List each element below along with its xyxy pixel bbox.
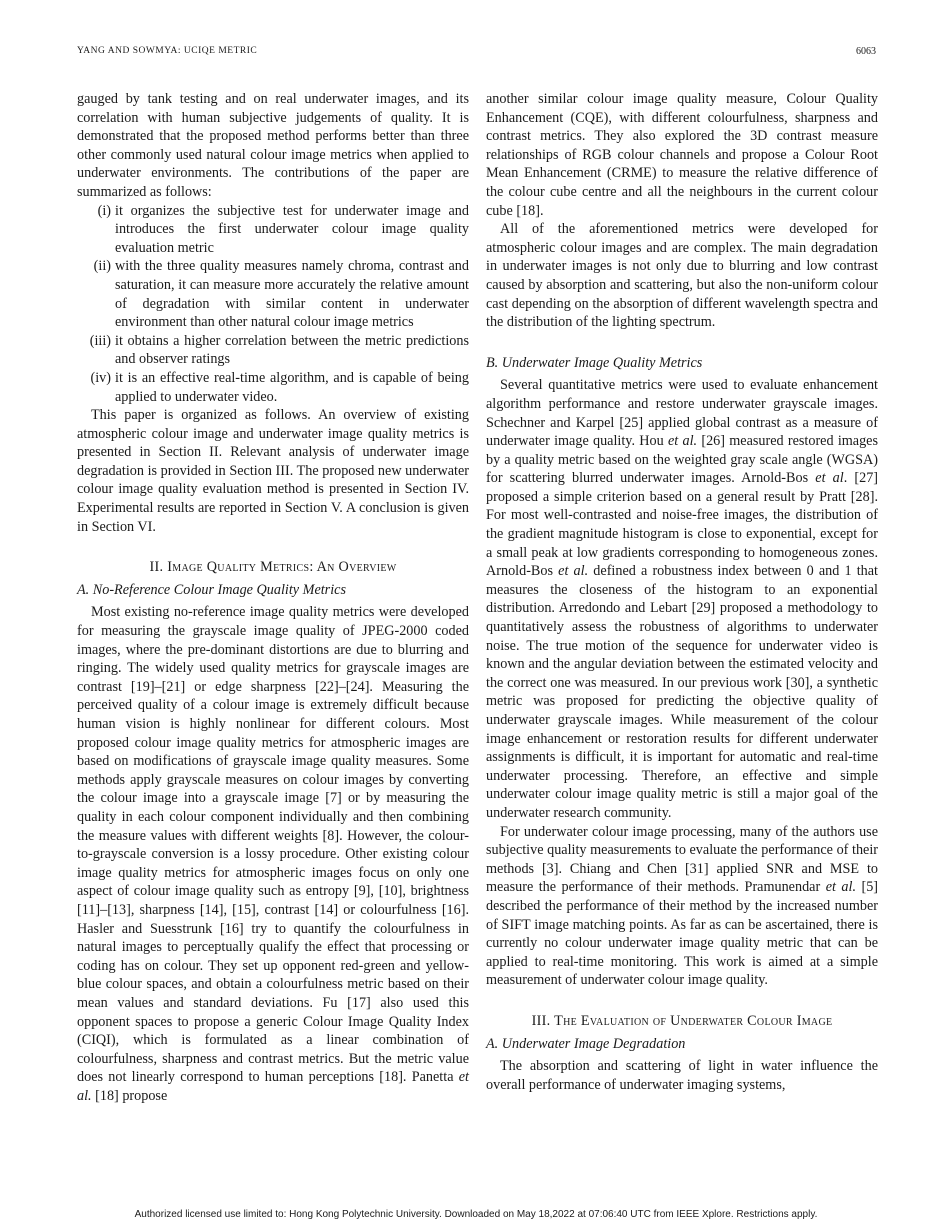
- running-title: YANG AND SOWMYA: UCIQE METRIC: [77, 46, 258, 56]
- list-item-text: it obtains a higher correlation between the metric predictions and observer ratings: [115, 332, 469, 368]
- section-2-title: II. Image Quality Metrics: An Overview: [149, 559, 397, 576]
- page-number: 6063: [856, 46, 876, 57]
- right-column: [486, 90, 878, 1094]
- underwater-colour-paragraph: For underwater colour image processing, many of the authors use subjective quality measurements to evaluate the performance of their methods [3]. Chiang and Chen [31] applied SNR and MSE to measure the performance of their methods. Pramunendar et al. [5] described the performance of their method by the increased number of SIFT image matching points. As far as can be ascertained, there is currently no colour underwater image quality metric that can be applied to real-time monitoring. This work is aimed at a simple measurement of underwater colour image quality.: [486, 823, 879, 989]
- list-marker: (iii): [89, 332, 111, 349]
- degradation-paragraph: The absorption and scattering of light in water influence the overall performance of underwater imaging systems,: [486, 1058, 878, 1093]
- underwater-metrics-paragraph: Several quantitative metrics were used to evaluate enhancement algorithm performance and restore underwater grayscale images. Schechner and Karpel [25] applied global contrast as a measure of underwater image quality. Hou et al. [26] measured restored images by a quality metric based on the weighted gray scale angle (WGSA) for scattering blurred underwater images. Arnold-Bos et al. [27] proposed a simple criterion based on a general result by Pratt [28]. For most well-contrasted and noise-free images, the distribution of the gradient magnitude histogram is close to exponential, except for a small peak at low gradients corresponding to homogeneous zones. Arnold-Bos et al. defined a robustness index between 0 and 1 that measures the closeness of the histogram to an exponential distribution. Arredondo and Lebart [29] proposed a methodology to quantitatively assess the robustness of algorithms to underwater noise. The true motion of the sequence for underwater video is known and the angular deviation between the estimated velocity and the correct one was measured. In our previous work [30], a synthetic metric was proposed for predicting the objective quality of underwater grayscale images. While measurement of the colour image enhancement or restoration results for different underwater assignments is difficult, it is important for automatic and real-time underwater processing. Therefore, an effective and simple underwater colour image quality metric is still a major goal of the underwater research community.: [486, 377, 879, 821]
- subsection-a-title: A. No-Reference Colour Image Quality Metrics: [77, 581, 346, 598]
- left-column: [77, 90, 469, 1105]
- list-marker: (ii): [93, 258, 111, 275]
- intro-paragraph: gauged by tank testing and on real underwater images, and its correlation with human subjective judgements of quality. It is demonstrated that the proposed method performs better than three other commonly used natural colour image metrics when applied to underwater environments. The contributions of the paper are summarized as follows:: [77, 91, 469, 200]
- list-item-text: with the three quality measures namely chroma, contrast and saturation, it can measure more accurately the relative amount of degradation with similar content in underwater environment than other natural colour image metrics: [115, 258, 469, 331]
- no-reference-paragraph: Most existing no-reference image quality metrics were developed for measuring the grayscale image quality of JPEG-2000 coded images, where the pre-dominant distortions are due to blurring and ringing. The widely used quality metrics for grayscale images are contrast [19]–[21] or edge sharpness [22]–[24]. Measuring the perceived quality of a colour image is extremely difficult because human vision is highly nonlinear for different colours. Most proposed colour image quality metrics for atmospheric images are based on modifications of grayscale image quality measures. Some methods apply grayscale measures on colour images by converting the colour image into a grayscale image [7] or by measuring the quality in each colour component individually and then combining the measure values with different weights [8]. However, the colour-to-grayscale conversion is a lossy procedure. Other existing colour image quality metrics for atmospheric images focus on only one aspect of colour image quality such as entropy [9], [10], brightness [11]–[13], sharpness [14], [15], contrast [14] or colourfulness [16]. Hasler and Suesstrunk [16] try to quantify the colourfulness in natural images to perceptually qualify the effect that processing or coding has on colour. They set up opponent red-green and yellow-blue colour spaces, and obtain a colourfulness metric based on their mean values and standard deviations. Fu [17] also used this opponent spaces to propose a generic Colour Image Quality Index (CIQI), which is formulated as a linear combination of colourfulness, sharpness and contrast metrics. But the metric value does not linearly correspond to human perceptions [18]. Panetta et al. [18] propose: [77, 604, 469, 1104]
- license-footer: Authorized licensed use limited to: Hong Kong Polytechnic University. Downloaded on May 18,2022 at 07:06:40 UTC from IEEE Xplore. Restrictions apply.: [134, 1209, 818, 1220]
- subsection-b-title: B. Underwater Image Quality Metrics: [486, 354, 703, 371]
- contributions-list: [77, 202, 469, 407]
- list-marker: (iv): [90, 369, 111, 386]
- list-item: [77, 202, 469, 258]
- subsection-3a-title: A. Underwater Image Degradation: [486, 1035, 686, 1052]
- list-marker: (i): [97, 202, 111, 219]
- list-item-text: it organizes the subjective test for underwater image and introduces the first underwater colour image quality evaluation metric: [115, 202, 469, 256]
- list-item-text: it is an effective real-time algorithm, and is capable of being applied to underwater video.: [115, 369, 469, 405]
- list-item: [77, 332, 469, 369]
- list-item: [77, 369, 469, 406]
- organization-paragraph: This paper is organized as follows. An overview of existing atmospheric colour image and underwater image quality metrics is presented in Section II. Relevant analysis of underwater image degradation is provided in Section III. The proposed new underwater colour image quality evaluation method is presented in Section IV. Experimental results are reported in Section V. A conclusion is given in Section VI.: [77, 407, 469, 535]
- atmospheric-paragraph: All of the aforementioned metrics were developed for atmospheric colour images and are complex. The main degradation in underwater images is not only due to blurring and low contrast caused by absorption and scattering, but also the non-uniform colour cast depending on the absorption of different wavelength spectra and the distribution of the lighting spectrum.: [486, 221, 878, 331]
- cqe-paragraph: another similar colour image quality measure, Colour Quality Enhancement (CQE), with different colourfulness, sharpness and contrast metrics. They also explored the 3D contrast measure relationships of RGB colour channels and propose a Colour Root Mean Enhancement (CRME) to measure the relative difference of the colour cube centre and all the neighbours in the current colour cube [18].: [486, 91, 878, 219]
- section-3-title: III. The Evaluation of Underwater Colour Image: [531, 1012, 833, 1029]
- list-item: [77, 257, 469, 331]
